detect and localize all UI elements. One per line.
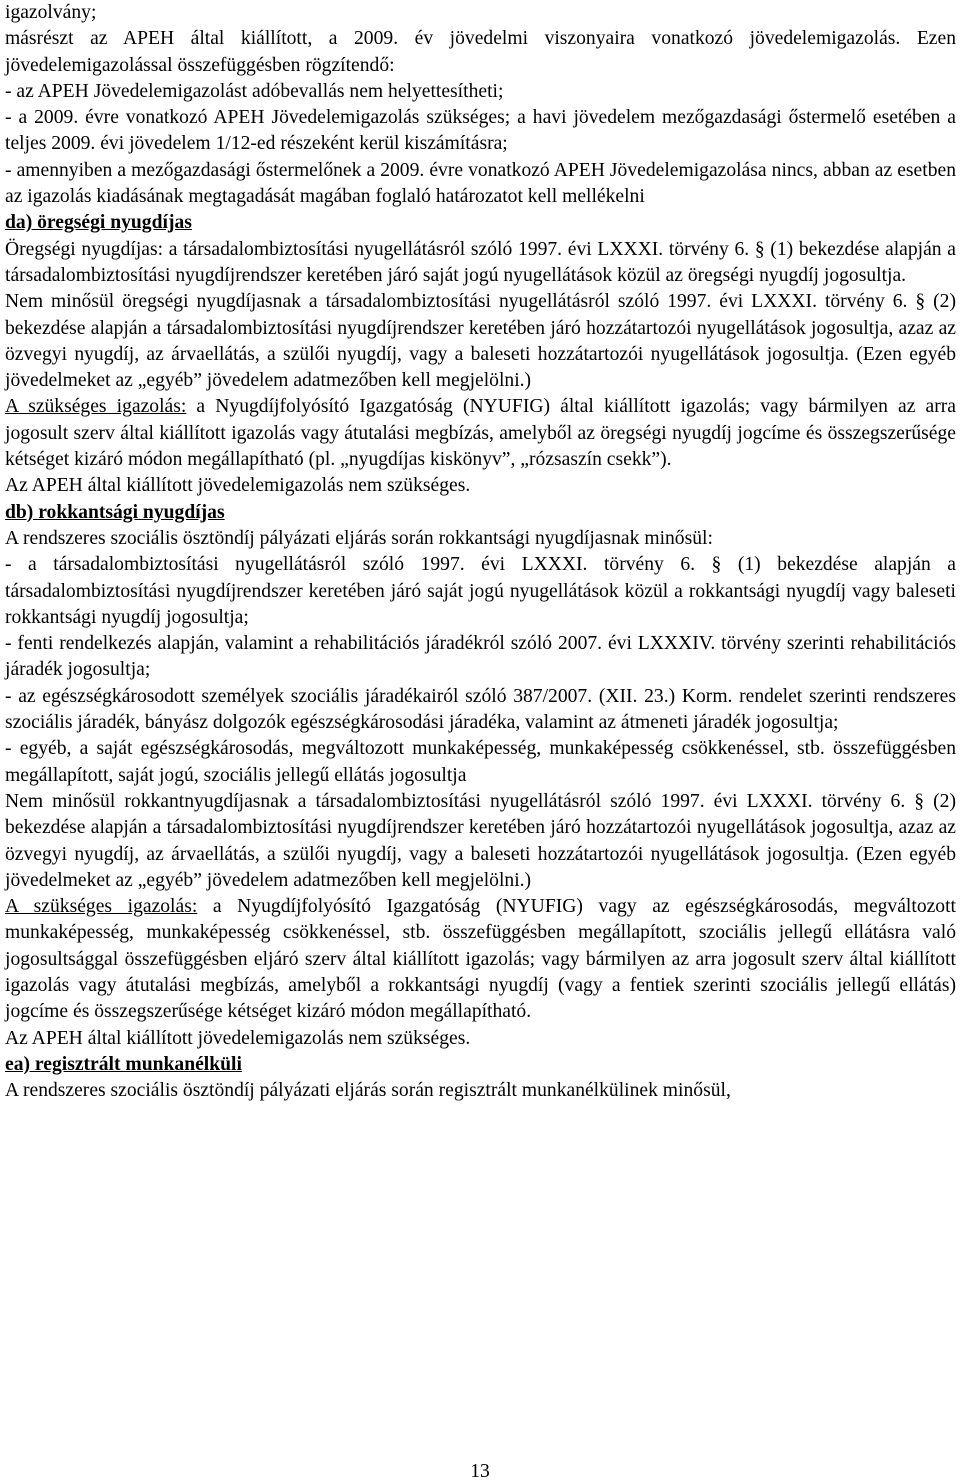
required-certificate-paragraph [5, 394, 956, 473]
list-item: - az APEH Jövedelemigazolást adóbevallás nem helyettesítheti; [5, 80, 504, 102]
paragraph: másrészt az APEH által kiállított, a 2009. év jövedelmi viszonyaira vonatkozó jövedelemigazolás. Ezen jövedelemigazolással összefüggésben rögzítendő: [5, 28, 956, 76]
required-certificate-label: A szükséges igazolás: [5, 896, 198, 918]
paragraph: Nem minősül öregségi nyugdíjasnak a társadalombiztosítási nyugellátásról szóló 1997. évi LXXXI. törvény 6. § (2) bekezdése alapján a társadalombiztosítási nyugdíjrendszer keretében járó hozzátartozói nyugellátások jogosultja, azaz az özvegyi nyugdíj, az árvaellátás, a szülői nyugdíj, vagy a baleseti hozzátartozói nyugellátások jogosultja. (Ezen egyéb jövedelmeket az „egyéb” jövedelem adatmezőben kell megjelölni.) [5, 291, 956, 392]
list-item: - a 2009. évre vonatkozó APEH Jövedelemigazolás szükséges; a havi jövedelem mezőgazdasági őstermelő esetében a teljes 2009. évi jövedelem 1/12-ed részeként kerül kiszámításra; [5, 107, 956, 155]
paragraph: A rendszeres szociális ösztöndíj pályázati eljárás során rokkantsági nyugdíjasnak minősül: [5, 527, 713, 549]
paragraph: Öregségi nyugdíjas: a társadalombiztosítási nyugellátásról szóló 1997. évi LXXXI. törvény 6. § (1) bekezdése alapján a társadalombiztosítási nyugdíjrendszer keretében járó saját jogú nyugellátások közül az öregségi nyugdíj jogosultja. [5, 238, 956, 286]
required-certificate-paragraph [5, 894, 956, 1025]
list-item: - egyéb, a saját egészségkárosodás, megváltozott munkaképesség, munkaképesség csökkenéssel, stb. összefüggésben megállapított, saját jogú, szociális jellegű ellátás jogosultja [5, 738, 956, 786]
required-certificate-text: a Nyugdíjfolyósító Igazgatóság (NYUFIG) vagy az egészségkárosodás, megváltozott munkaképesség, munkaképesség csökkenéssel, stb. összefüggésben megállapított, szociális jellegű ellátásra való jogosultsággal összefüggésben eljáró szerv által kiállított igazolás; vagy bármilyen az arra jogosult szerv által kiállított igazolás vagy átutalási megbízás, amelyből a rokkantsági nyugdíj (vagy a fentiek szerinti szociális jellegű ellátás) jogcíme és összegszerűsége kétséget kizáró módon megállapítható. [5, 896, 956, 1023]
section-heading-ea: ea) regisztrált munkanélküli [5, 1053, 242, 1075]
paragraph: A rendszeres szociális ösztöndíj pályázati eljárás során regisztrált munkanélkülinek minősül, [5, 1080, 731, 1102]
section-heading-da: da) öregségi nyugdíjas [5, 212, 192, 234]
list-item: - fenti rendelkezés alapján, valamint a rehabilitációs járadékról szóló 2007. évi LXXXIV. törvény szerinti rehabilitációs járadék jogosultja; [5, 633, 956, 681]
section-heading-db: db) rokkantsági nyugdíjas [5, 501, 225, 523]
required-certificate-label: A szükséges igazolás: [5, 396, 187, 418]
paragraph: Nem minősül rokkantnyugdíjasnak a társadalombiztosítási nyugellátásról szóló 1997. évi LXXXI. törvény 6. § (2) bekezdése alapján a társadalombiztosítási nyugdíjrendszer keretében járó hozzátartozói nyugellátások jogosultja, azaz az özvegyi nyugdíj, az árvaellátás, a szülői nyugdíj, vagy a baleseti hozzátartozói nyugellátások jogosultja. (Ezen egyéb jövedelmeket az „egyéb” jövedelem adatmezőben kell megjelölni.) [5, 790, 956, 891]
page-number: 13 [470, 1461, 490, 1482]
required-certificate-text: a Nyugdíjfolyósító Igazgatóság (NYUFIG) által kiállított igazolás; vagy bármilyen az arra jogosult szerv által kiállított igazolás vagy átutalási megbízás, amelyből az öregségi nyugdíj jogcíme és összegszerűsége kétséget kizáró módon megállapítható (pl. „nyugdíjas kiskönyv”, „rózsaszín csekk”). [5, 396, 956, 471]
paragraph: Az APEH által kiállított jövedelemigazolás nem szükséges. [5, 475, 471, 497]
document-body [5, 0, 956, 1104]
list-item: - amennyiben a mezőgazdasági őstermelőnek a 2009. évre vonatkozó APEH Jövedelemigazolása nincs, abban az esetben az igazolás kiadásának megtagadását magában foglaló határozatot kell mellékelni [5, 159, 956, 208]
paragraph: igazolvány; [5, 2, 97, 23]
list-item: - az egészségkárosodott személyek szociális járadékairól szóló 387/2007. (XII. 23.) Korm. rendelet szerinti rendszeres szociális járadék, bányász dolgozók egészségkárosodási járadéka, valamint az átmeneti járadék jogosultja; [5, 685, 956, 734]
list-item: - a társadalombiztosítási nyugellátásról szóló 1997. évi LXXXI. törvény 6. § (1) bekezdése alapján a társadalombiztosítási nyugdíjrendszer keretében járó saját jogú nyugellátások közül a rokkantsági nyugdíj vagy baleseti rokkantsági nyugdíj jogosultja; [5, 554, 956, 628]
paragraph: Az APEH által kiállított jövedelemigazolás nem szükséges. [5, 1027, 471, 1049]
